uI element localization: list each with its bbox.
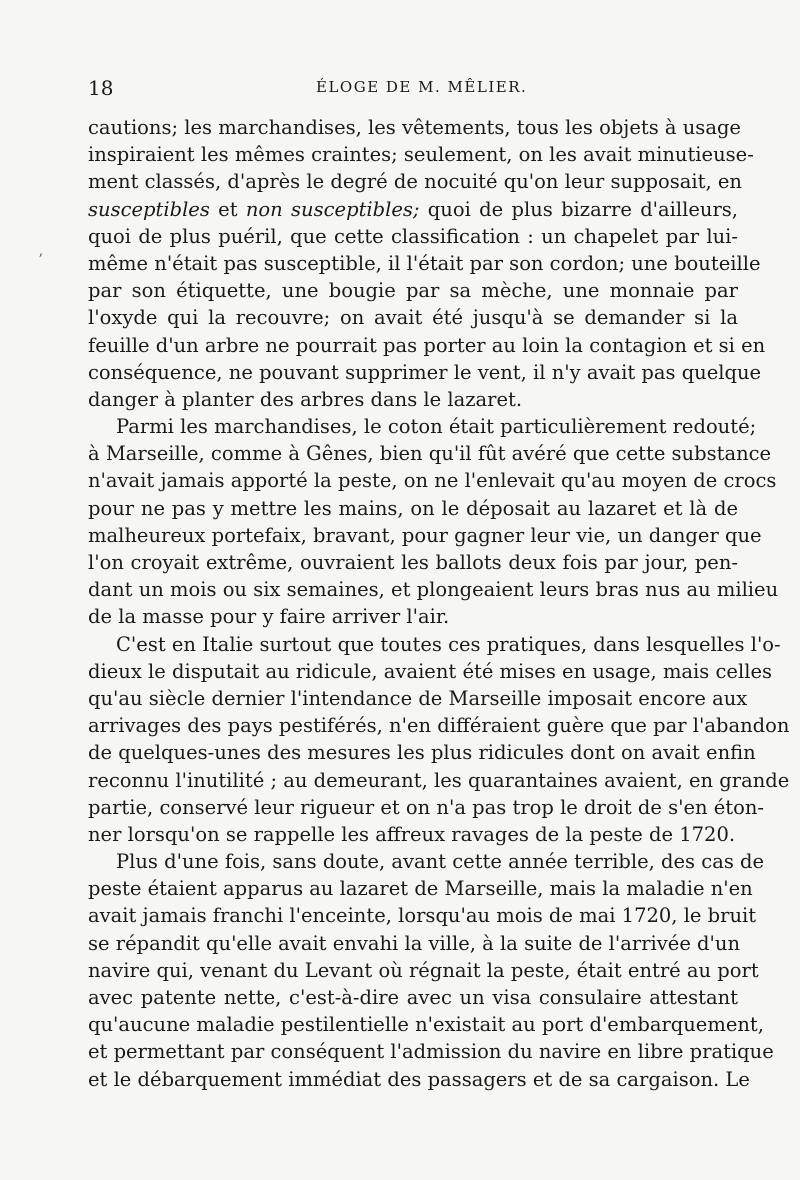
text-line: avait jamais franchi l'enceinte, lorsqu'au mois de mai 1720, le bruit [88,904,757,928]
italic-term: susceptibles [88,197,210,221]
text-line [88,196,738,223]
running-title: ÉLOGE DE M. MÊLIER. [316,78,528,96]
text-line: avec patente nette, c'est-à-dire avec un visa consulaire attestant [88,986,738,1009]
text-line: qu'au siècle dernier l'intendance de Marseille imposait encore aux [88,686,748,710]
text-line: et le débarquement immédiat des passagers et de sa cargaison. Le [88,1067,750,1091]
text-line: dieux le disputait au ridicule, avaient été mises en usage, mais celles [88,659,772,683]
page-number: 18 [88,76,114,100]
text-line: navire qui, venant du Levant où régnait la peste, était entré au port [88,958,759,982]
paragraph-first-line: Parmi les marchandises, le coton était particulièrement redouté; [116,415,757,439]
text-line: feuille d'un arbre ne pourrait pas porter au loin la contagion et si en [88,333,766,357]
text-line: de la masse pour y faire arriver l'air. [88,605,450,629]
text-line: arrivages des pays pestiférés, n'en différaient guère que par l'abandon [88,714,790,738]
text-line: qu'aucune maladie pestilentielle n'existait au port d'embarquement, [88,1013,764,1037]
text-line: se répandit qu'elle avait envahi la ville, à la suite de l'arrivée d'un [88,931,741,955]
text-line: même n'était pas susceptible, il l'était par son cordon; une bouteille [88,251,761,275]
text-line: l'oxyde qui la recouvre; on avait été jusqu'à se demander si la [88,306,738,330]
text-line: ner lorsqu'on se rappelle les affreux ravages de la peste de 1720. [88,822,736,846]
text-line: de quelques-unes des mesures les plus ridicules dont on avait enfin [88,741,756,765]
text-line: pour ne pas y mettre les mains, on le déposait au lazaret et là de [88,496,738,520]
italic-term: non susceptibles; [245,197,420,221]
text-line: par son étiquette, une bougie par sa mèche, une monnaie par [88,279,738,303]
text-fragment: quoi de plus bizarre d'ailleurs, [419,197,738,221]
text-line: et permettant par conséquent l'admission du navire en libre pratique [88,1040,774,1064]
text-line: reconnu l'inutilité ; au demeurant, les quarantaines avaient, en grande [88,768,790,792]
text-line: conséquence, ne pouvant supprimer le vent, il n'y avait pas quelque [88,360,762,384]
body-text [88,114,790,1093]
text-line: n'avait jamais apporté la peste, on ne l'enlevait qu'au moyen de crocs [88,469,777,493]
paragraph-first-line: Plus d'une fois, sans doute, avant cette année terrible, des cas de [116,850,765,874]
text-line: dant un mois ou six semaines, et plongeaient leurs bras nus au milieu [88,578,779,602]
text-line: peste étaient apparus au lazaret de Marseille, mais la maladie n'en [88,877,753,901]
text-line: à Marseille, comme à Gênes, bien qu'il fût avéré que cette substance [88,442,772,466]
text-line: malheureux portefaix, bravant, pour gagner leur vie, un danger que [88,523,762,547]
text-line: quoi de plus puéril, que cette classification : un chapelet par lui- [88,224,738,248]
margin-mark: ʼ [38,252,43,268]
text-line: inspiraient les mêmes craintes; seulement, on les avait minutieuse- [88,143,754,167]
text-line: partie, conservé leur rigueur et on n'a pas trop le droit de s'en éton- [88,795,765,819]
text-fragment: et [209,197,246,221]
text-line: ment classés, d'après le degré de nocuité qu'on leur supposait, en [88,170,742,194]
text-line: l'on croyait extrême, ouvraient les ballots deux fois par jour, pen- [88,551,738,574]
text-line: cautions; les marchandises, les vêtements, tous les objets à usage [88,116,741,139]
paragraph-first-line: C'est en Italie surtout que toutes ces pratiques, dans lesquelles l'o- [116,632,781,656]
text-line: danger à planter des arbres dans le lazaret. [88,387,523,411]
running-head [88,76,738,100]
